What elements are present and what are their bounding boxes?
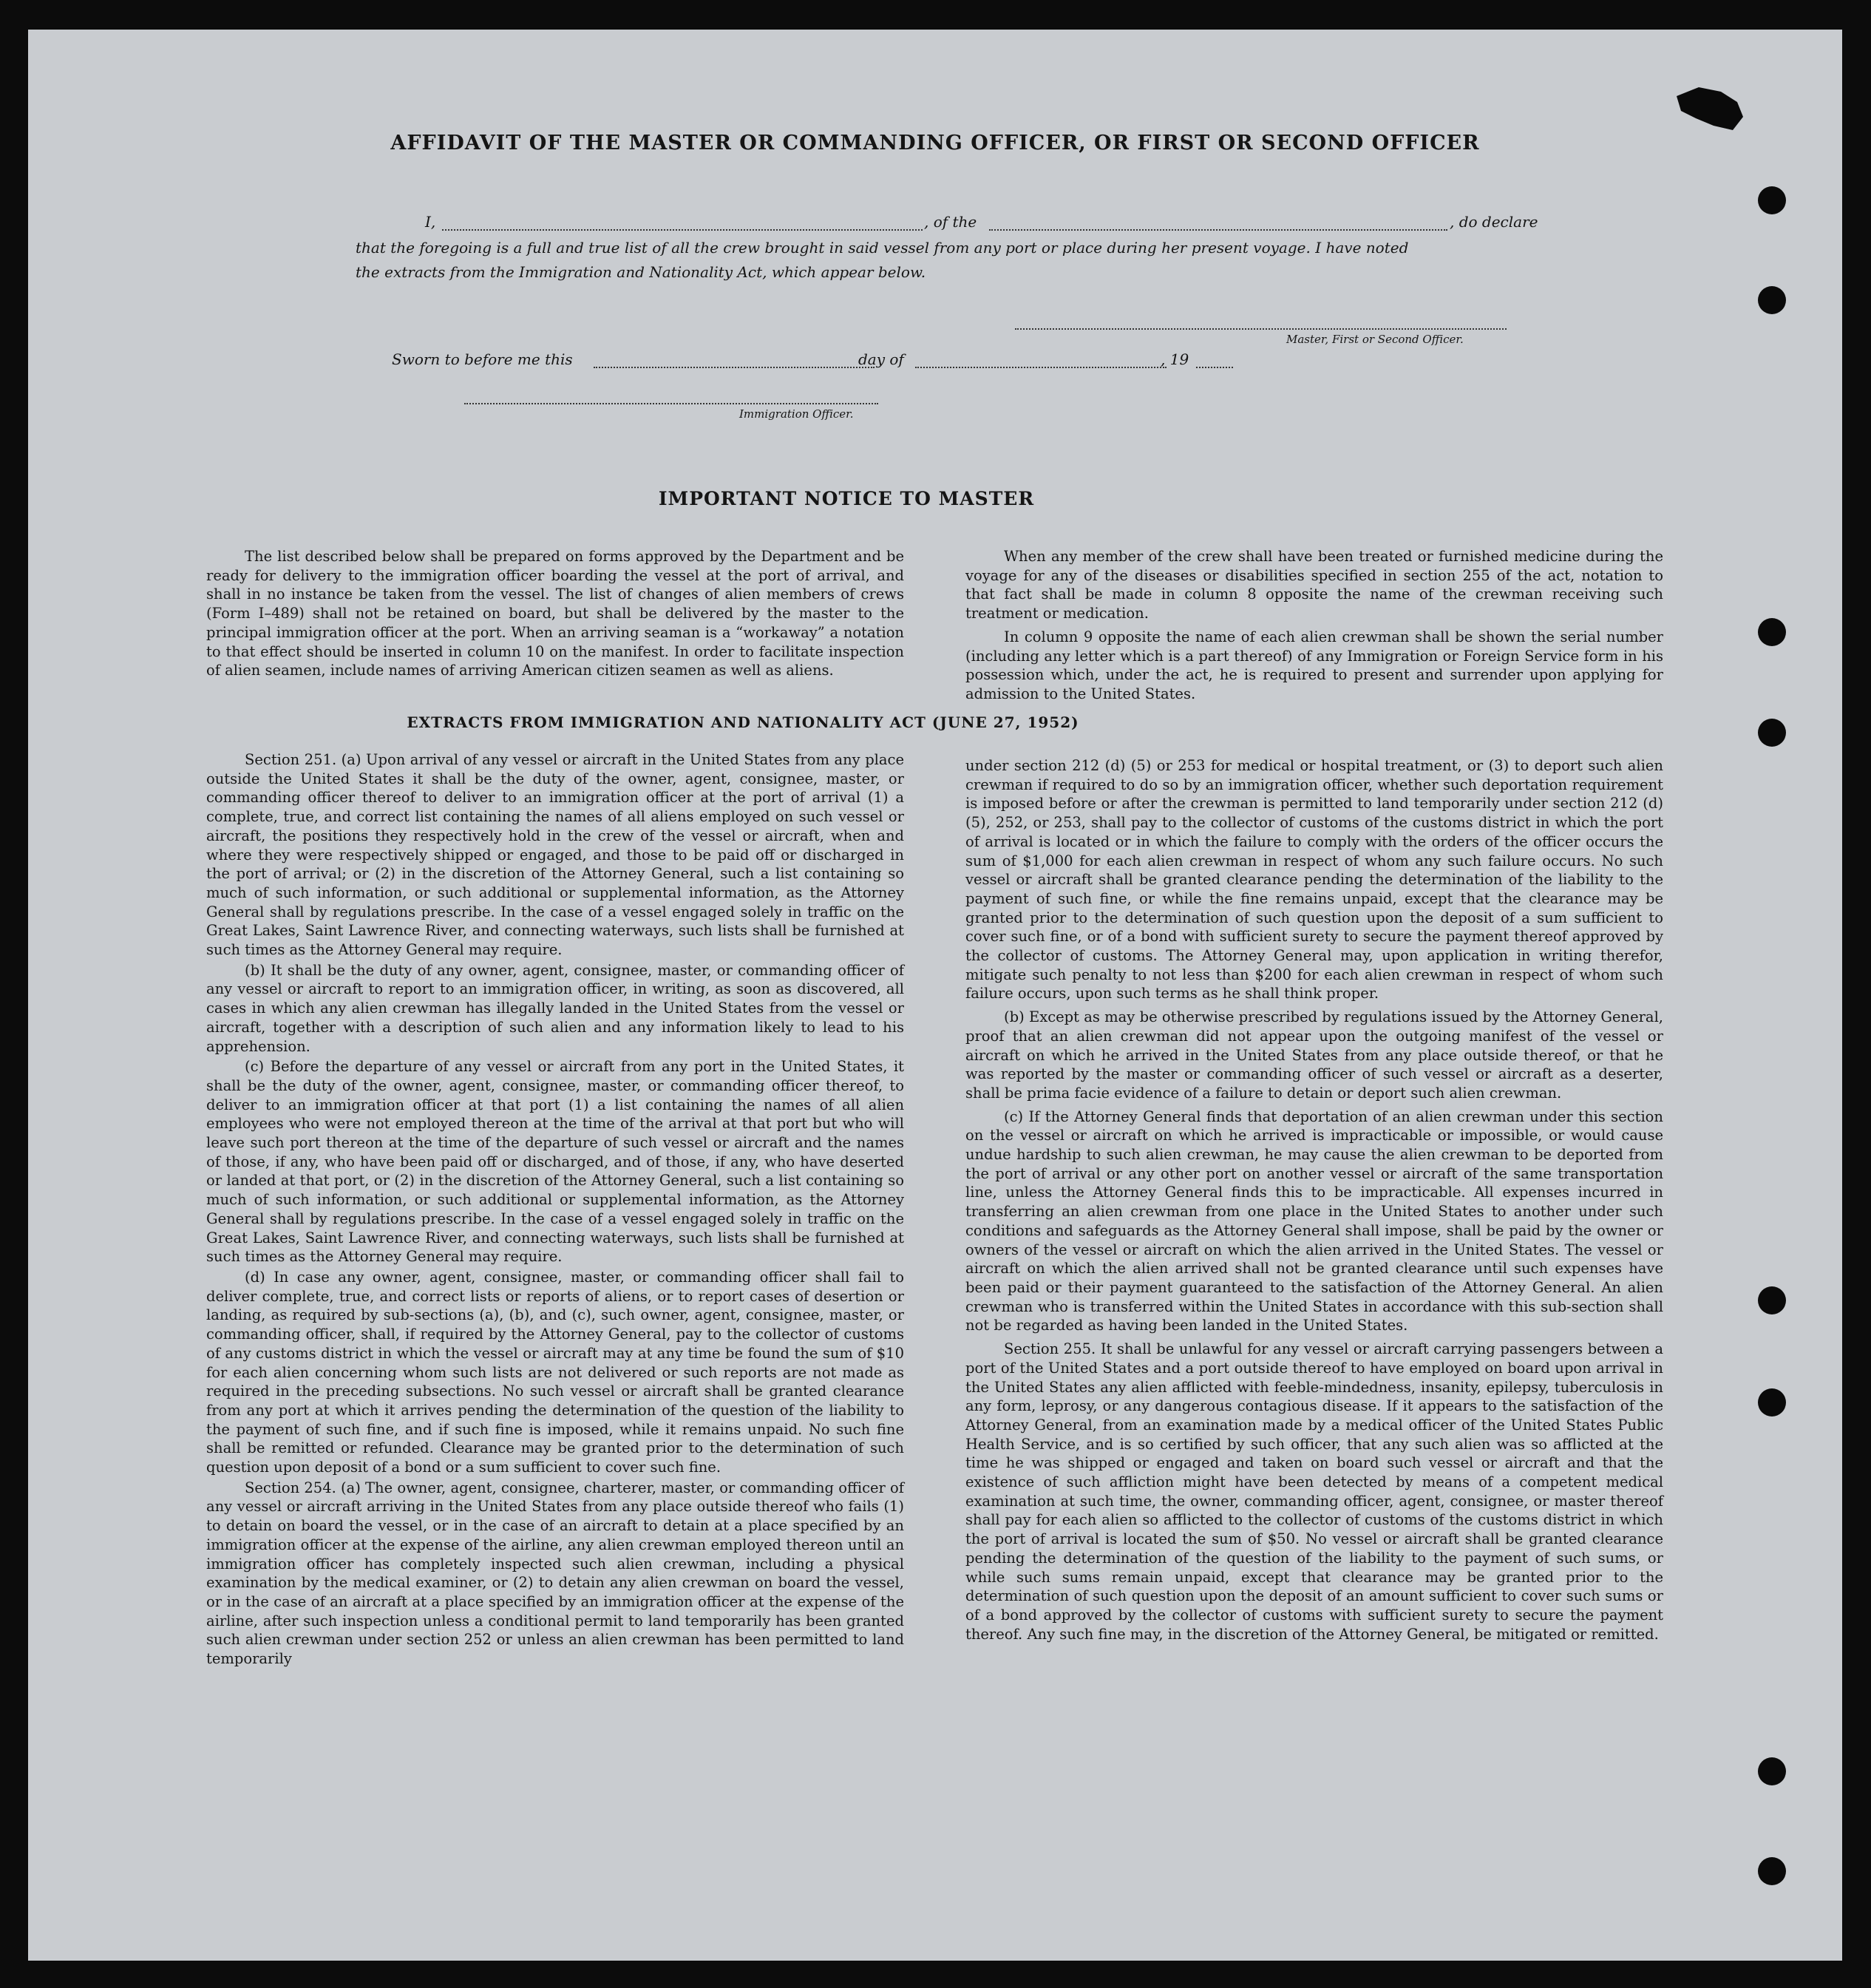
section-251b: (b) It shall be the duty of any owner, agent, consignee, master, or commanding officer of any vessel or aircraft to report to an immigration officer, in writing, as soon as discovered, all cases in which any alien crewman has illegally landed in the United States from the vessel or aircraft, together with a description of such alien and any information likely to lead to his apprehension.: [206, 961, 904, 1055]
sworn-year-field[interactable]: [1196, 367, 1233, 368]
year-label: , 19: [1161, 350, 1189, 368]
notice-title: IMPORTANT NOTICE TO MASTER: [658, 488, 1035, 509]
declarant-label: I,: [425, 213, 436, 231]
sworn-month-field[interactable]: [915, 367, 1167, 368]
section-251c: (c) Before the departure of any vessel or aircraft from any port in the United States, it shall be the duty of the owner, agent, consignee, master, or commanding officer thereof, to deliver to an immigration officer at that port (1) a list containing the names of all alien employees who were not employed thereon at the time of the arrival at that port but who will leave such port thereon at the time of the departure of such vessel or aircraft and the names of those, if any, who have been paid off or discharged, and of those, if any, who have deserted or landed at that port, or (2) in the discretion of the Attorney General, such a list containing so much of such information, or such additional or supplemental information, as the Attorney General shall by regulations prescribe. In the case of a vessel engaged solely in traffic on the Great Lakes, Saint Lawrence River, and connecting waterways, such lists shall be furnished at such times as the Attorney General may require.: [206, 1058, 904, 1266]
notice-paragraph-right-2: In column 9 opposite the name of each alien crewman shall be shown the serial number (including any letter which is a part thereof) of any Immigration or Foreign Service form in his possession which, under the act, he is required to present and surrender upon applying for admission to the United States.: [965, 628, 1663, 702]
master-signature-field[interactable]: [1015, 328, 1507, 330]
section-254c: (c) If the Attorney General finds that deportation of an alien crewman under this section on the vessel or aircraft on which he arrived is impracticable or impossible, or would cause undue hardship to such alien crewman, he may cause the alien crewman to be deported from the port of arrival or any other port on another vessel or aircraft of the same transportation line, unless the Attorney General finds this to be impracticable. All expenses incurred in transferring an alien crewman from one place in the United States to another under such conditions and safeguards as the Attorney General shall impose, shall be paid by the owner or owners of the vessel or aircraft on which the alien arrived in the United States. The vessel or aircraft on which the alien arrived shall not be granted clearance until such expenses have been paid or their payment guaranteed to the satisfaction of the Attorney General. An alien crewman who is transferred within the United States in accordance with this sub-section shall not be regarded as having been landed in the United States.: [965, 1107, 1663, 1334]
section-254a-continued: under section 212 (d) (5) or 253 for medical or hospital treatment, or (3) to deport such alien crewman if required to do so by an immigration officer, whether such deportation requirement is imposed before or after the crewman is permitted to land temporarily under section 212 (d) (5), 252, or 253, shall pay to the collector of customs of the customs district in which the port of arrival is located or in which the failure to comply with the orders of the officer occurs the sum of $1,000 for each alien crewman in respect of whom any such failure occurs. No such vessel or aircraft shall be granted clearance pending the determination of the liability to the payment of such fine, or while the fine remains unpaid, except that the clearance may be granted prior to the determination of such question upon the deposit of a sum sufficient to cover such fine, or of a bond with sufficient surety to secure the payment thereof approved by the collector of customs. The Attorney General may, upon application in writing therefor, mitigate such penalty to not less than $200 for each alien crewman in respect of whom such failure occurs, upon such terms as he shall think proper.: [965, 757, 1663, 1003]
declarant-name-field[interactable]: [442, 229, 923, 231]
section-251a: Section 251. (a) Upon arrival of any vessel or aircraft in the United States from any place outside the United States it shall be the duty of the owner, agent, consignee, master, or commanding officer thereof to deliver to an immigration officer at the port of arrival (1) a complete, true, and correct list containing the names of all aliens employed on such vessel or aircraft, the positions they respectively hold in the crew of the vessel or aircraft, when and where they were respectively shipped or engaged, and those to be paid off or discharged in the port of arrival; or (2) in the discretion of the Attorney General, such a list containing so much of such information, or such additional or supplemental information, as the Attorney General shall by regulations prescribe. In the case of a vessel engaged solely in traffic on the Great Lakes, Saint Lawrence River, and connecting waterways, such lists shall be furnished at such times as the Attorney General may require.: [206, 751, 904, 959]
affidavit-statement-line2: the extracts from the Immigration and Nationality Act, which appear below.: [356, 263, 926, 281]
of-the-label: , of the: [924, 213, 977, 231]
officer-signature-field[interactable]: [464, 403, 878, 404]
punch-hole-icon: [1758, 1857, 1786, 1885]
section-254a: Section 254. (a) The owner, agent, consignee, charterer, master, or commanding officer of any vessel or aircraft arriving in the United States from any place outside thereof who fails (1) to detain on board the vessel, or in the case of an aircraft to detain at a place specified by an immigration officer at the expense of the airline, any alien crewman employed thereon until an immigration officer has completely inspected such alien crewman, including a physical examination by the medical examiner, or (2) to detain any alien crewman on board the vessel, or in the case of an aircraft at a place specified by an immigration officer at the expense of the airline, after such inspection unless a conditional permit to land temporarily has been granted such alien crewman under section 252 or unless an alien crewman has been permitted to land temporarily: [206, 1479, 905, 1668]
sworn-day-field[interactable]: [594, 367, 875, 368]
punch-hole-icon: [1758, 286, 1786, 314]
extracts-right-column: [965, 756, 1663, 1643]
punch-hole-icon: [1758, 186, 1786, 214]
day-of-label: day of: [858, 350, 904, 368]
punch-hole-icon: [1758, 1757, 1786, 1785]
section-255: Section 255. It shall be unlawful for any vessel or aircraft carrying passengers between a port of the United States and a port outside thereof to have employed on board upon arrival in the United States any alien afflicted with feeble-mindedness, insanity, epilepsy, tuberculosis in any form, leprosy, or any dangerous contagious disease. If it appears to the satisfaction of the Attorney General, from an examination made by a medical officer of the United States Public Health Service, and is so certified by such officer, that any such alien was so afflicted at the time he was shipped or engaged and taken on board such vessel or aircraft and that the existence of such affliction might have been detected by means of a competent medical examination at such time, the owner, commanding officer, agent, consignee, or master thereof shall pay for each alien so afflicted to the collector of customs of the customs district in which the port of arrival is located the sum of $50. No vessel or aircraft shall be granted clearance pending the determination of the question of the liability to the payment of such sums, or while such sums remain unpaid, except that clearance may be granted prior to the determination of such question upon the deposit of an amount sufficient to cover such sums or of a bond approved by the collector of customs with sufficient surety to secure the payment thereof. Any such fine may, in the discretion of the Attorney General, be mitigated or remitted.: [965, 1340, 1663, 1643]
torn-corner-mark: [1669, 59, 1758, 140]
sworn-label: Sworn to before me this: [392, 350, 573, 368]
notice-right-column: [965, 547, 1663, 704]
vessel-name-field[interactable]: [989, 229, 1447, 231]
punch-hole-icon: [1758, 1286, 1786, 1314]
declare-label: , do declare: [1450, 213, 1538, 231]
affidavit-statement-line1: that the foregoing is a full and true list of all the crew brought in said vessel from any port or place during her present voyage. I have noted: [356, 239, 1409, 257]
notice-left-column: [206, 547, 904, 680]
notice-paragraph-left: The list described below shall be prepared on forms approved by the Department and be ready for delivery to the immigration officer boarding the vessel at the port of arrival, and shall in no instance be taken from the vessel. The list of changes of alien members of crews (Form I–489) shall not be retained on board, but shall be delivered by the master to the principal immigration officer at the port. When an arriving seaman is a “workaway” a notation to that effect should be inserted in column 10 on the manifest. In order to facilitate inspection of alien seamen, include names of arriving American citizen seamen as well as aliens.: [206, 548, 904, 679]
extracts-title: EXTRACTS FROM IMMIGRATION AND NATIONALITY ACT (JUNE 27, 1952): [407, 713, 1079, 731]
master-caption: Master, First or Second Officer.: [1286, 333, 1464, 346]
officer-caption: Immigration Officer.: [739, 407, 854, 421]
notice-paragraph-right-1: When any member of the crew shall have been treated or furnished medicine during the voyage for any of the diseases or disabilities specified in section 255 of the act, notation to that fact shall be made in column 8 opposite the name of the crewman receiving such treatment or medication.: [965, 548, 1663, 622]
punch-hole-icon: [1758, 719, 1786, 747]
punch-hole-icon: [1758, 618, 1786, 646]
section-251d: (d) In case any owner, agent, consignee, master, or commanding officer shall fail to deliver complete, true, and correct lists or reports of aliens, or to report cases of desertion or landing, as required by sub-sections (a), (b), and (c), such owner, agent, consignee, master, or commanding officer, shall, if required by the Attorney General, pay to the collector of customs of any customs district in which the vessel or aircraft may at any time be found the sum of $10 for each alien concerning whom such lists are not delivered or such reports are not made as required in the preceding subsections. No such vessel or aircraft shall be granted clearance from any port at which it arrives pending the determination of the question of the liability to the payment of such fine, and if such fine is imposed, while it remains unpaid. No such fine shall be remitted or refunded. Clearance may be granted prior to the determination of such question upon deposit of a bond or a sum sufficient to cover such fine.: [206, 1268, 904, 1476]
affidavit-title: AFFIDAVIT OF THE MASTER OR COMMANDING OFFICER, OR FIRST OR SECOND OFFICER: [390, 132, 1480, 155]
punch-hole-icon: [1758, 1388, 1786, 1417]
document-page: [28, 30, 1842, 1961]
section-254b: (b) Except as may be otherwise prescribed by regulations issued by the Attorney General, proof that an alien crewman did not appear upon the outgoing manifest of the vessel or aircraft on which he arrived in the United States from any place outside thereof, or that he was reported by the master or commanding officer of such vessel or aircraft as a deserter, shall be prima facie evidence of a failure to detain or deport such alien crewman.: [965, 1008, 1663, 1102]
extracts-left-column: [206, 750, 904, 1669]
